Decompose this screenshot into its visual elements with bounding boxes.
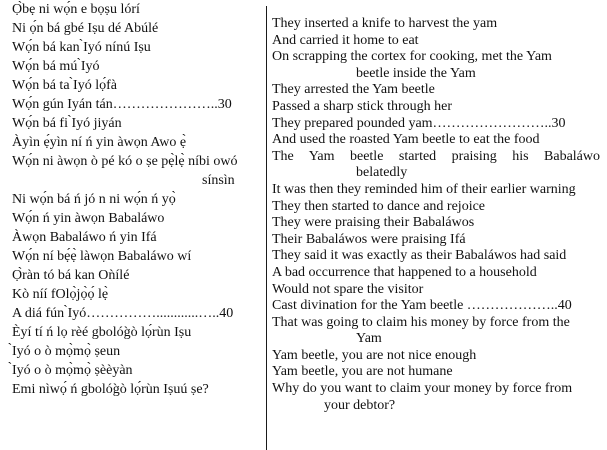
english-line-20-continuation: your debtor? (324, 397, 396, 413)
english-line-20: Why do you want to claim your money by force from (272, 381, 573, 397)
english-translation-column (272, 16, 600, 414)
yoruba-line-5: Wọ́n bá ta ̀Iyó lọ́fà (12, 78, 117, 93)
english-line-5: Passed a sharp stick through her (272, 98, 453, 114)
english-line-11: They were praising their Babaláwos (272, 215, 475, 231)
english-line-4: They arrested the Yam beetle (272, 82, 435, 98)
english-line-10: They then started to dance and rejoice (272, 198, 486, 214)
english-line-7: And used the roasted Yam beetle to eat the food (272, 132, 540, 148)
yoruba-line-18: ̀Iyó o ò mọ̀mọ̀ ṣeun (12, 344, 121, 359)
english-line-17-continuation: Yam (356, 331, 382, 347)
english-line-6: They prepared pounded yam……………………..30 (272, 115, 566, 131)
english-line-3: On scrapping the cortex for cooking, met the Yam (272, 49, 552, 65)
yoruba-line-15: Kò níí fOlọ̀jọ̀ọ́ lẹ̀ (12, 287, 109, 302)
english-line-18: Yam beetle, you are not nice enough (272, 347, 477, 363)
yoruba-line-9-continuation: sínsìn (202, 173, 235, 188)
english-line-9: It was then they reminded him of their earlier warning (272, 181, 576, 197)
yoruba-line-8: Àyìn ẹ́yìn ní ń yin àwọn Awo ẹ̀ (12, 135, 187, 150)
yoruba-line-6: Wọ́n gún Iyán tán…………………..30 (12, 97, 232, 112)
english-line-8-continuation: belatedly (356, 165, 408, 181)
yoruba-line-7: Wọ́n bá fi ̀Iyó jiyán (12, 116, 122, 131)
english-line-2: And carried it home to eat (272, 32, 419, 48)
english-line-19: Yam beetle, you are not humane (272, 364, 453, 380)
yoruba-line-20: Emi nìwọ́ ń gbológ̀ò lọ́rùn Iṣuú ṣe? (12, 382, 209, 397)
english-line-1: They inserted a knife to harvest the yam (272, 16, 498, 31)
yoruba-verse-column (12, 0, 262, 399)
yoruba-line-3: Wọ́n bá kan ̀Iyó nínú Iṣu (12, 40, 151, 55)
yoruba-line-10: Ni wọ́n bá ń jó n ni wọ́n ń yọ̀ (12, 192, 176, 207)
yoruba-line-16: A diá fún ̀Iyó……………............…..40 (12, 306, 234, 321)
english-line-12: Their Babaláwos were praising Ifá (272, 231, 466, 247)
yoruba-line-13: Wọ́n ní bẹ́ẹ̀ làwọn Babaláwo wí (12, 249, 192, 264)
yoruba-line-9: Wọ́n ni àwọn ò pé kó o ṣe pẹ̀lẹ̀ níbi owó (12, 154, 238, 169)
yoruba-line-11: Wọ́n ń yin àwọn Babaláwo (12, 211, 165, 226)
yoruba-line-4: Wọ́n bá mú ̀Iyó (12, 59, 100, 74)
yoruba-line-1: Ọ̀bẹ ni wọ́n e bọṣu lórí (12, 2, 140, 17)
yoruba-line-2: Ni ọ́n bá gbé Iṣu dé Abúlé (12, 21, 159, 36)
english-line-17: That was going to claim his money by force from the (272, 314, 570, 330)
yoruba-line-14: Ọ̀ràn tó bá kan Oǹílé (12, 268, 130, 283)
english-line-16: Cast divination for the Yam beetle ………………..40 (272, 298, 572, 314)
yoruba-line-12: Àwọn Babaláwo ń yin Ifá (12, 230, 157, 245)
yoruba-line-19: ̀Iyó o ò mọ̀mọ̀ ṣèèyàn (12, 363, 133, 378)
english-line-13: They said it was exactly as their Babaláwos had said (272, 248, 567, 264)
english-line-3-continuation: beetle inside the Yam (356, 65, 476, 81)
english-line-8: The Yam beetle started praising his Babaláwo (272, 148, 600, 164)
english-line-15: Would not spare the visitor (272, 281, 424, 297)
english-line-14: A bad occurrence that happened to a household (272, 264, 537, 280)
column-divider (266, 6, 267, 450)
yoruba-line-17: Èyí tí ń lọ rèé gbológ̀ò lọ́rùn Iṣu (12, 325, 192, 340)
